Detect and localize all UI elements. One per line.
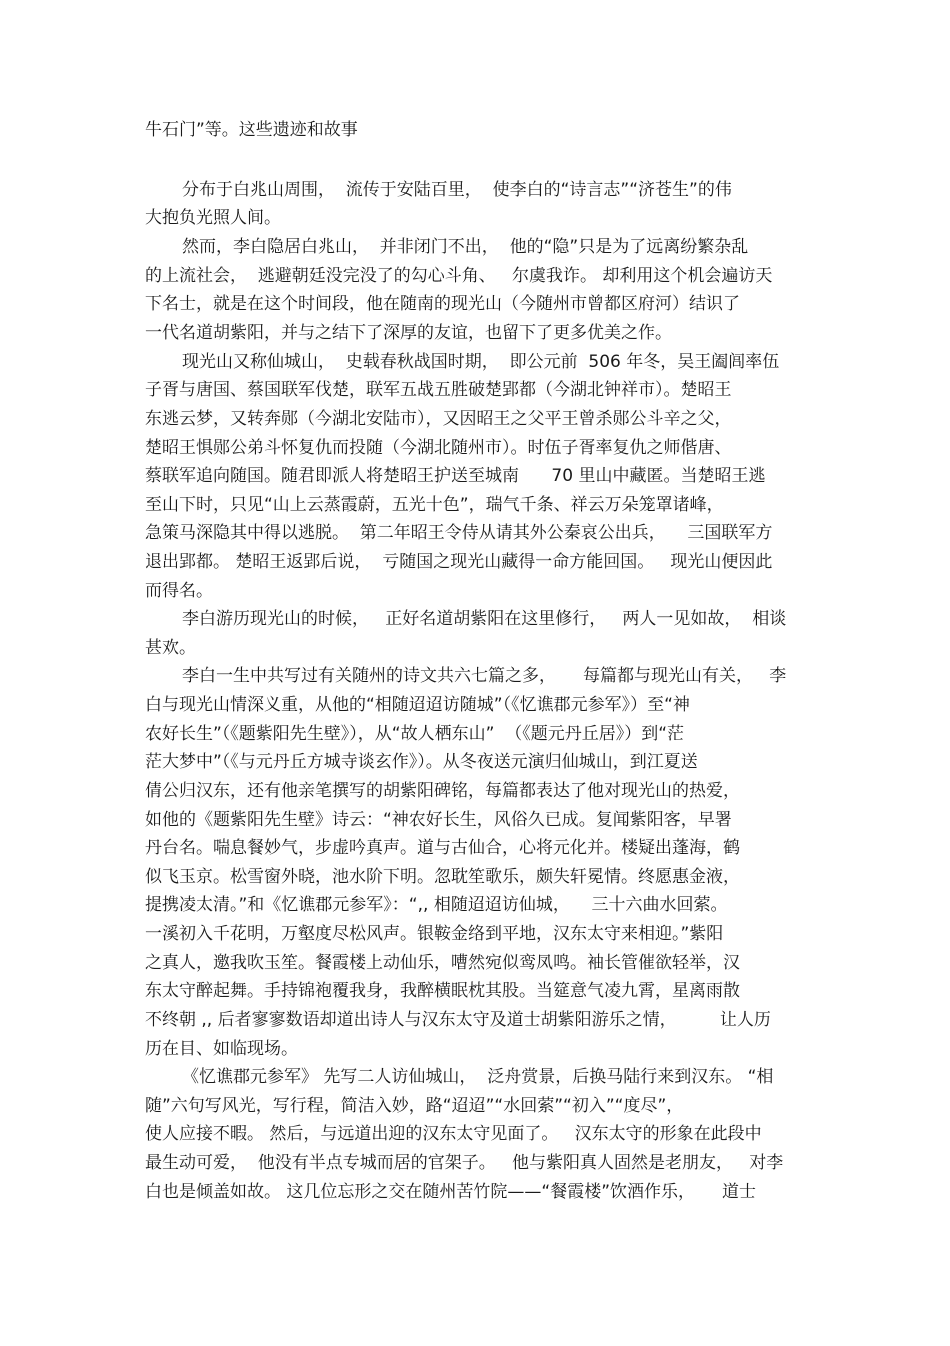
text-line: 随”六句写风光，写行程，简洁入妙，路“迢迢”“水回萦”“初入”“度尽”，: [145, 1096, 684, 1116]
text-line: 下名士，就是在这个时间段，他在随南的现光山（今随州市曾都区府河）结识了: [145, 294, 740, 314]
text-line: 最生动可爱， 他没有半点专城而居的官架子。 他与紫阳真人固然是老朋友， 对李: [145, 1153, 784, 1173]
text-line: 之真人，邀我吹玉笙。餐霞楼上动仙乐，嘈然宛似鸾凤鸣。袖长管催欲轻举，汉: [145, 953, 740, 973]
text-line: 使人应接不暇。 然后，与远道出迎的汉东太守见面了。 汉东太守的形象在此段中: [145, 1124, 762, 1144]
text-line: 丹台名。喘息餐妙气，步虚吟真声。道与古仙合，心将元化并。楼疑出蓬海，鹤: [145, 838, 740, 858]
text-line: 一溪初入千花明，万壑度尽松风声。银鞍金络到平地，汉东太守来相迎。”紫阳: [145, 924, 724, 944]
text-line: 农好长生”（《题紫阳先生壁》），从“故人栖东山” （《题元丹丘居》）到“茫: [145, 724, 685, 744]
text-line: 而得名。: [145, 581, 213, 601]
text-line: 甚欢。: [145, 638, 196, 658]
text-line: 子胥与唐国、蔡国联军伐楚，联军五战五胜破楚郢都（今湖北钟祥市）。楚昭王: [145, 380, 732, 400]
text-line: 的上流社会， 逃避朝廷没完没了的勾心斗角、 尔虞我诈。 却利用这个机会遍访天: [145, 266, 773, 286]
text-line: 大抱负光照人间。: [145, 208, 281, 228]
text-line: 不终朝 ,, 后者寥寥数语却道出诗人与汉东太守及道士胡紫阳游乐之情， 让人历: [145, 1010, 771, 1030]
text-line: 茫大梦中”（《与元丹丘方城寺谈玄作》）。从冬夜送元演归仙城山，到江夏送: [145, 752, 698, 772]
text-line: 现光山又称仙城山， 史载春秋战国时期， 即公元前 506 年冬，吴王阖闾率伍: [182, 352, 780, 372]
text-line: 《忆谯郡元参军》 先写二人访仙城山， 泛舟赏景，后换马陆行来到汉东。 “相: [182, 1067, 774, 1087]
text-line: 白与现光山情深义重，从他的“相随迢迢访随城”（《忆谯郡元参军》）至“神: [145, 695, 690, 715]
text-line: 李白一生中共写过有关随州的诗文共六七篇之多， 每篇都与现光山有关， 李: [182, 666, 787, 686]
text-line: 一代名道胡紫阳，并与之结下了深厚的友谊，也留下了更多优美之作。: [145, 323, 672, 343]
text-line: 李白游历现光山的时候， 正好名道胡紫阳在这里修行， 两人一见如故， 相谈: [182, 609, 787, 629]
text-line: 分布于白兆山周围， 流传于安陆百里， 使李白的“诗言志”“济苍生”的伟: [182, 180, 732, 200]
text-line: 退出郢都。 楚昭王返郢后说， 亏随国之现光山藏得一命方能回国。 现光山便因此: [145, 552, 773, 572]
text-line: 如他的《题紫阳先生壁》诗云：“神农好长生，风俗久已成。复闻紫阳客，早署: [145, 810, 732, 830]
text-line: 至山下时，只见“山上云蒸霞蔚，五光十色”，瑞气千条、祥云万朵笼罩诸峰，: [145, 495, 724, 515]
text-line: 然而，李白隐居白兆山， 并非闭门不出， 他的“隐”只是为了远离纷繁杂乱: [182, 237, 749, 257]
text-line: 似飞玉京。松雪窗外晓，池水阶下明。忽耽笙歌乐，颇失轩冕情。终愿惠金液，: [145, 867, 740, 887]
text-line: 白也是倾盖如故。 这几位忘形之交在随州苦竹院——“餐霞楼”饮酒作乐， 道士: [145, 1182, 757, 1202]
text-line: 历在目、如临现场。: [145, 1039, 298, 1059]
text-line: 楚昭王惧郧公弟斗怀复仇而投随（今湖北随州市）。时伍子胥率复仇之师偕唐、: [145, 438, 732, 458]
text-line: 牛石门”等。这些遗迹和故事: [145, 120, 358, 140]
text-line: 东太守醉起舞。手持锦袍覆我身，我醉横眠枕其股。当筵意气凌九霄，星离雨散: [145, 981, 740, 1001]
text-line: 倩公归汉东，还有他亲笔撰写的胡紫阳碑铭，每篇都表达了他对现光山的热爱，: [145, 781, 740, 801]
text-line: 东逃云梦，又转奔郧（今湖北安陆市），又因昭王之父平王曾杀郧公斗辛之父，: [145, 409, 732, 429]
text-line: 提携凌太清。”和《忆谯郡元参军》：“,, 相随迢迢访仙城， 三十六曲水回萦。: [145, 895, 728, 915]
text-line: 蔡联军追向随国。随君即派人将楚昭王护送至城南 70 里山中藏匿。当楚昭王逃: [145, 466, 766, 486]
text-line: 急策马深隐其中得以逃脱。 第二年昭王令侍从请其外公秦哀公出兵， 三国联军方: [145, 523, 773, 543]
